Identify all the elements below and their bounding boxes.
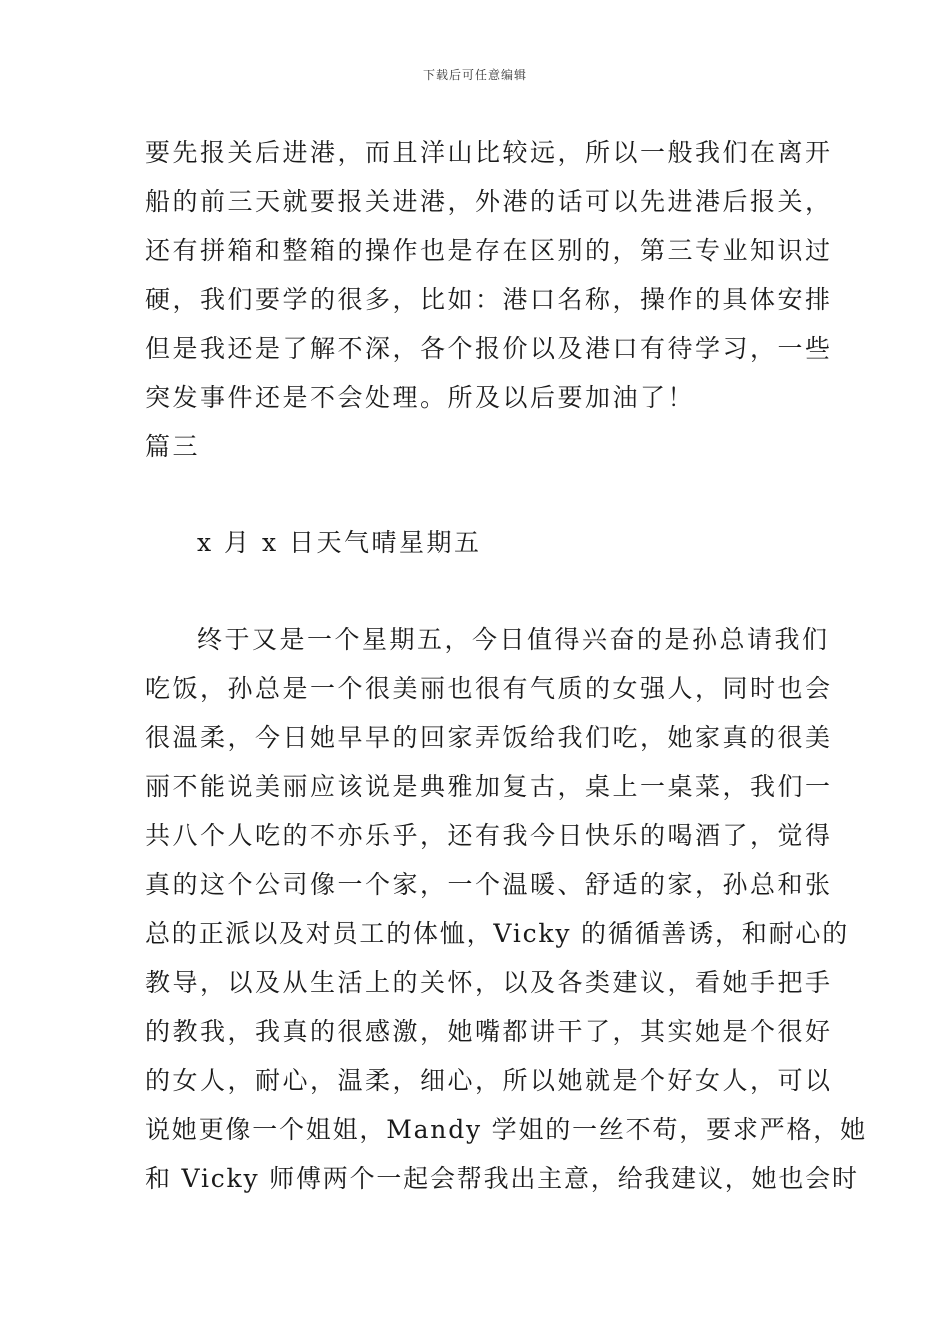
- text-line: 还有拼箱和整箱的操作也是存在区别的，第三专业知识过: [145, 236, 833, 265]
- text-line: 吃饭，孙总是一个很美丽也很有气质的女强人，同时也会: [145, 674, 833, 703]
- date-line: x 月 x 日天气晴星期五: [197, 528, 482, 557]
- text-line: 共八个人吃的不亦乐乎，还有我今日快乐的喝酒了，觉得: [145, 821, 833, 850]
- text-line: 的教我，我真的很感激，她嘴都讲干了，其实她是个很好: [145, 1017, 833, 1046]
- text-line: 的女人，耐心，温柔，细心，所以她就是个好女人，可以: [145, 1066, 833, 1095]
- text-line: 船的前三天就要报关进港，外港的话可以先进港后报关，: [145, 187, 833, 216]
- text-line: 丽不能说美丽应该说是典雅加复古，桌上一桌菜，我们一: [145, 772, 833, 801]
- document-body: [145, 128, 867, 1203]
- spacer: [145, 567, 815, 615]
- section-title: 篇三: [145, 432, 201, 461]
- text-line: 真的这个公司像一个家，一个温暖、舒适的家，孙总和张: [145, 870, 833, 899]
- text-line: 终于又是一个星期五，今日值得兴奋的是孙总请我们: [197, 625, 830, 654]
- text-line: 很温柔，今日她早早的回家弄饭给我们吃，她家真的很美: [145, 723, 833, 752]
- text-line: 教导，以及从生活上的关怀，以及各类建议，看她手把手: [145, 968, 833, 997]
- spacer: [145, 471, 815, 518]
- text-line: 要先报关后进港，而且洋山比较远，所以一般我们在离开: [145, 138, 833, 167]
- text-line: 和 Vicky 师傅两个一起会帮我出主意，给我建议，她也会时: [145, 1164, 859, 1193]
- text-line: 硬，我们要学的很多，比如：港口名称，操作的具体安排: [145, 285, 833, 314]
- text-line: 突发事件还是不会处理。所及以后要加油了！: [145, 383, 696, 412]
- text-line: 说她更像一个姐姐，Mandy 学姐的一丝不苟，要求严格，她: [145, 1115, 867, 1144]
- text-line: 但是我还是了解不深，各个报价以及港口有待学习，一些: [145, 334, 833, 363]
- text-line: 总的正派以及对员工的体恤，Vicky 的循循善诱，和耐心的: [145, 919, 850, 948]
- page-header: 下载后可任意编辑: [422, 68, 527, 82]
